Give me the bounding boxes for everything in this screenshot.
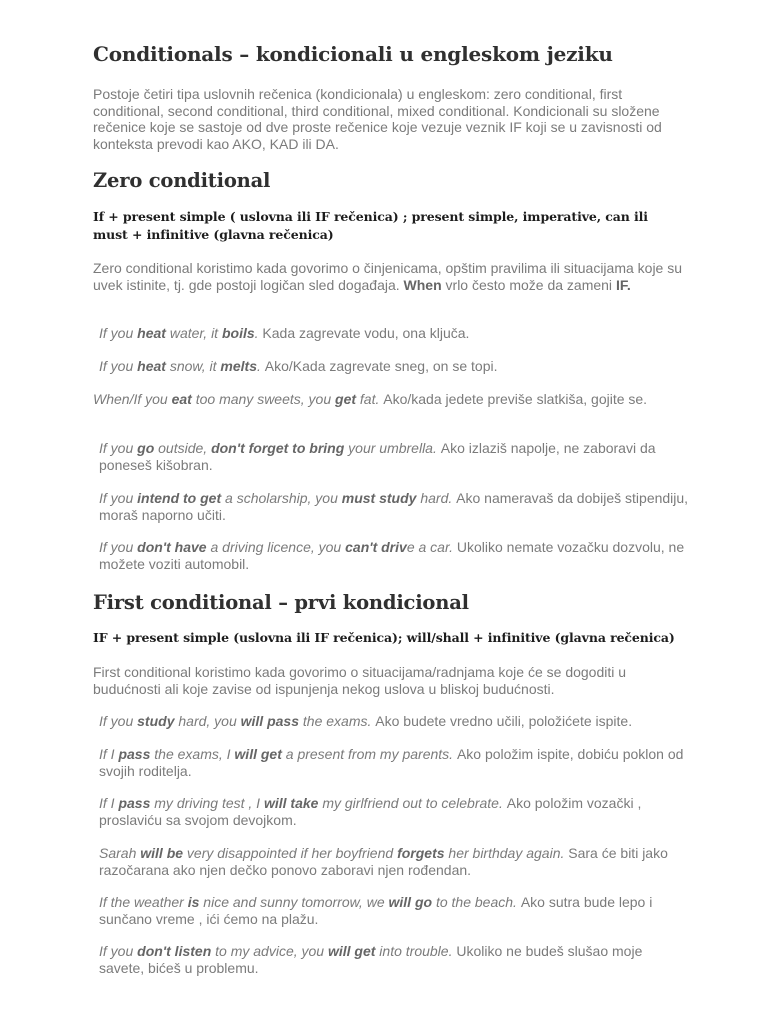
example-translation: Ako/kada jedete previše slatkiša, gojite se. <box>383 391 648 407</box>
example-verb: heat <box>137 358 166 374</box>
example-text: hard, you <box>174 713 241 729</box>
example-verb: melts <box>220 358 257 374</box>
example-text: a scholarship, you <box>221 490 342 506</box>
example-verb: eat <box>171 391 192 407</box>
example-verb: intend to get <box>137 490 222 506</box>
example-verb: can't driv <box>345 539 407 555</box>
example-text: my girlfriend out to celebrate. <box>318 795 507 811</box>
zero-example <box>93 539 689 572</box>
zero-desc-if: IF. <box>615 276 631 293</box>
example-translation: Ako budete vredno učili, položićete ispite. <box>375 713 633 729</box>
example-translation: Ako nameravaš da dobiješ stipendiju, moraš naporno učiti. <box>99 490 689 523</box>
example-text: a driving licence, you <box>206 539 346 555</box>
example-text: snow, it <box>165 358 221 374</box>
first-example <box>93 746 689 779</box>
example-verb: study <box>137 713 175 729</box>
example-translation: Ukoliko ne budeš slušao moje savete, bićeš u problemu. <box>99 943 643 976</box>
first-example <box>93 713 689 730</box>
example-verb: don't listen <box>137 943 212 959</box>
example-text: . <box>254 325 263 341</box>
example-verb: go <box>137 440 155 456</box>
example-verb: will get <box>234 746 282 762</box>
example-verb: don't forget to bring <box>211 440 345 456</box>
example-translation: Ako položim ispite, dobiću poklon od svojih roditelja. <box>99 746 684 779</box>
example-text: the exams, I <box>150 746 235 762</box>
example-text: the exams. <box>299 713 376 729</box>
example-text: . <box>256 358 265 374</box>
first-example <box>93 795 689 828</box>
example-text: If the weather <box>99 894 188 910</box>
example-verb: boils <box>221 325 255 341</box>
zero-desc-part: vrlo često može da zameni <box>441 276 616 293</box>
example-text: nice and sunny tomorrow, we <box>199 894 389 910</box>
zero-formula: If + present simple ( uslovna ili IF rečenica) ; present simple, imperative, can ili must + infinitive (glavna rečenica) <box>93 209 648 242</box>
example-translation: Sara će biti jako razočarana ako njen dečko ponovo zaboravi njen rođendan. <box>99 845 668 878</box>
example-text: e a car. <box>406 539 457 555</box>
example-text: a present from my parents. <box>281 746 457 762</box>
intro-paragraph: Postoje četiri tipa uslovnih rečenica (kondicionala) u engleskom: zero conditional, first conditional, second conditional, third conditional, mixed conditional. Kondicionali su složene rečenice koje se sastoje od dve proste rečenice koje vezuje veznik IF koji se u zavisnosti od konteksta prevodi kao AKO, KAD ili DA. <box>93 86 662 152</box>
example-text: If you <box>99 490 138 506</box>
example-text: to the beach. <box>432 894 521 910</box>
first-example <box>93 845 689 878</box>
example-text: If you <box>99 713 138 729</box>
example-text: If I <box>99 746 119 762</box>
example-text: When/If you <box>93 391 172 407</box>
example-text: your umbrella. <box>344 440 441 456</box>
page-title: Conditionals – kondicionali u engleskom jeziku <box>93 42 613 66</box>
example-text: too many sweets, you <box>191 391 336 407</box>
example-verb: must study <box>341 490 417 506</box>
section-heading-first: First conditional – prvi kondicional <box>93 591 469 614</box>
example-text: If you <box>99 440 138 456</box>
example-verb: will go <box>388 894 433 910</box>
example-text: my driving test , I <box>150 795 264 811</box>
section-heading-zero: Zero conditional <box>93 169 271 192</box>
example-text: water, it <box>165 325 222 341</box>
example-text: very disappointed if her boyfriend <box>183 845 398 861</box>
example-verb: heat <box>137 325 166 341</box>
example-verb: pass <box>118 746 151 762</box>
example-text: If you <box>99 943 138 959</box>
first-formula: IF + present simple (uslovna ili IF rečenica); will/shall + infinitive (glavna rečenica) <box>93 630 675 645</box>
example-verb: get <box>335 391 357 407</box>
example-text: to my advice, you <box>211 943 328 959</box>
first-example <box>93 943 689 976</box>
example-translation: Ukoliko nemate vozačku dozvolu, ne možete voziti automobil. <box>99 539 685 572</box>
example-translation: Ako/Kada zagrevate sneg, on se topi. <box>264 358 498 374</box>
example-text: If you <box>99 325 138 341</box>
zero-desc-part: Zero conditional koristimo kada govorimo o činjenicama, opštim pravilima ili situacijama koje su uvek istinite, tj. gde postoji logičan sled događaja. <box>93 260 683 293</box>
first-description: First conditional koristimo kada govorimo o situacijama/radnjama koje će se dogoditi u budućnosti ali koje zavise od ispunjenja nekog uslova u bliskoj budućnosti. <box>93 664 627 697</box>
example-translation: Ako sutra bude lepo i sunčano vreme , ići ćemo na plažu. <box>99 894 653 927</box>
zero-example <box>93 391 683 408</box>
example-verb: will get <box>327 943 376 959</box>
example-verb: forgets <box>397 845 445 861</box>
example-text: fat. <box>356 391 384 407</box>
example-verb: will be <box>140 845 184 861</box>
example-verb: don't have <box>137 539 207 555</box>
example-verb: will take <box>263 795 319 811</box>
example-text: outside, <box>154 440 212 456</box>
example-text: Sarah <box>99 845 141 861</box>
example-text: her birthday again. <box>444 845 569 861</box>
example-translation: Kada zagrevate vodu, ona ključa. <box>262 325 470 341</box>
example-verb: will pass <box>240 713 299 729</box>
example-translation: Ako položim vozački , proslaviću sa svojom devojkom. <box>99 795 642 828</box>
example-verb: pass <box>118 795 151 811</box>
example-text: If you <box>99 539 138 555</box>
first-example <box>93 894 689 927</box>
zero-example <box>93 490 689 523</box>
zero-description <box>93 260 683 293</box>
zero-desc-when: When <box>403 276 442 293</box>
example-verb: is <box>187 894 200 910</box>
zero-example <box>93 325 689 342</box>
example-translation: Ako izlaziš napolje, ne zaboravi da poneseš kišobran. <box>99 440 656 473</box>
example-text: If I <box>99 795 119 811</box>
example-text: into trouble. <box>375 943 457 959</box>
example-text: hard. <box>416 490 457 506</box>
zero-example <box>93 440 689 473</box>
zero-example <box>93 358 689 375</box>
example-text: If you <box>99 358 138 374</box>
